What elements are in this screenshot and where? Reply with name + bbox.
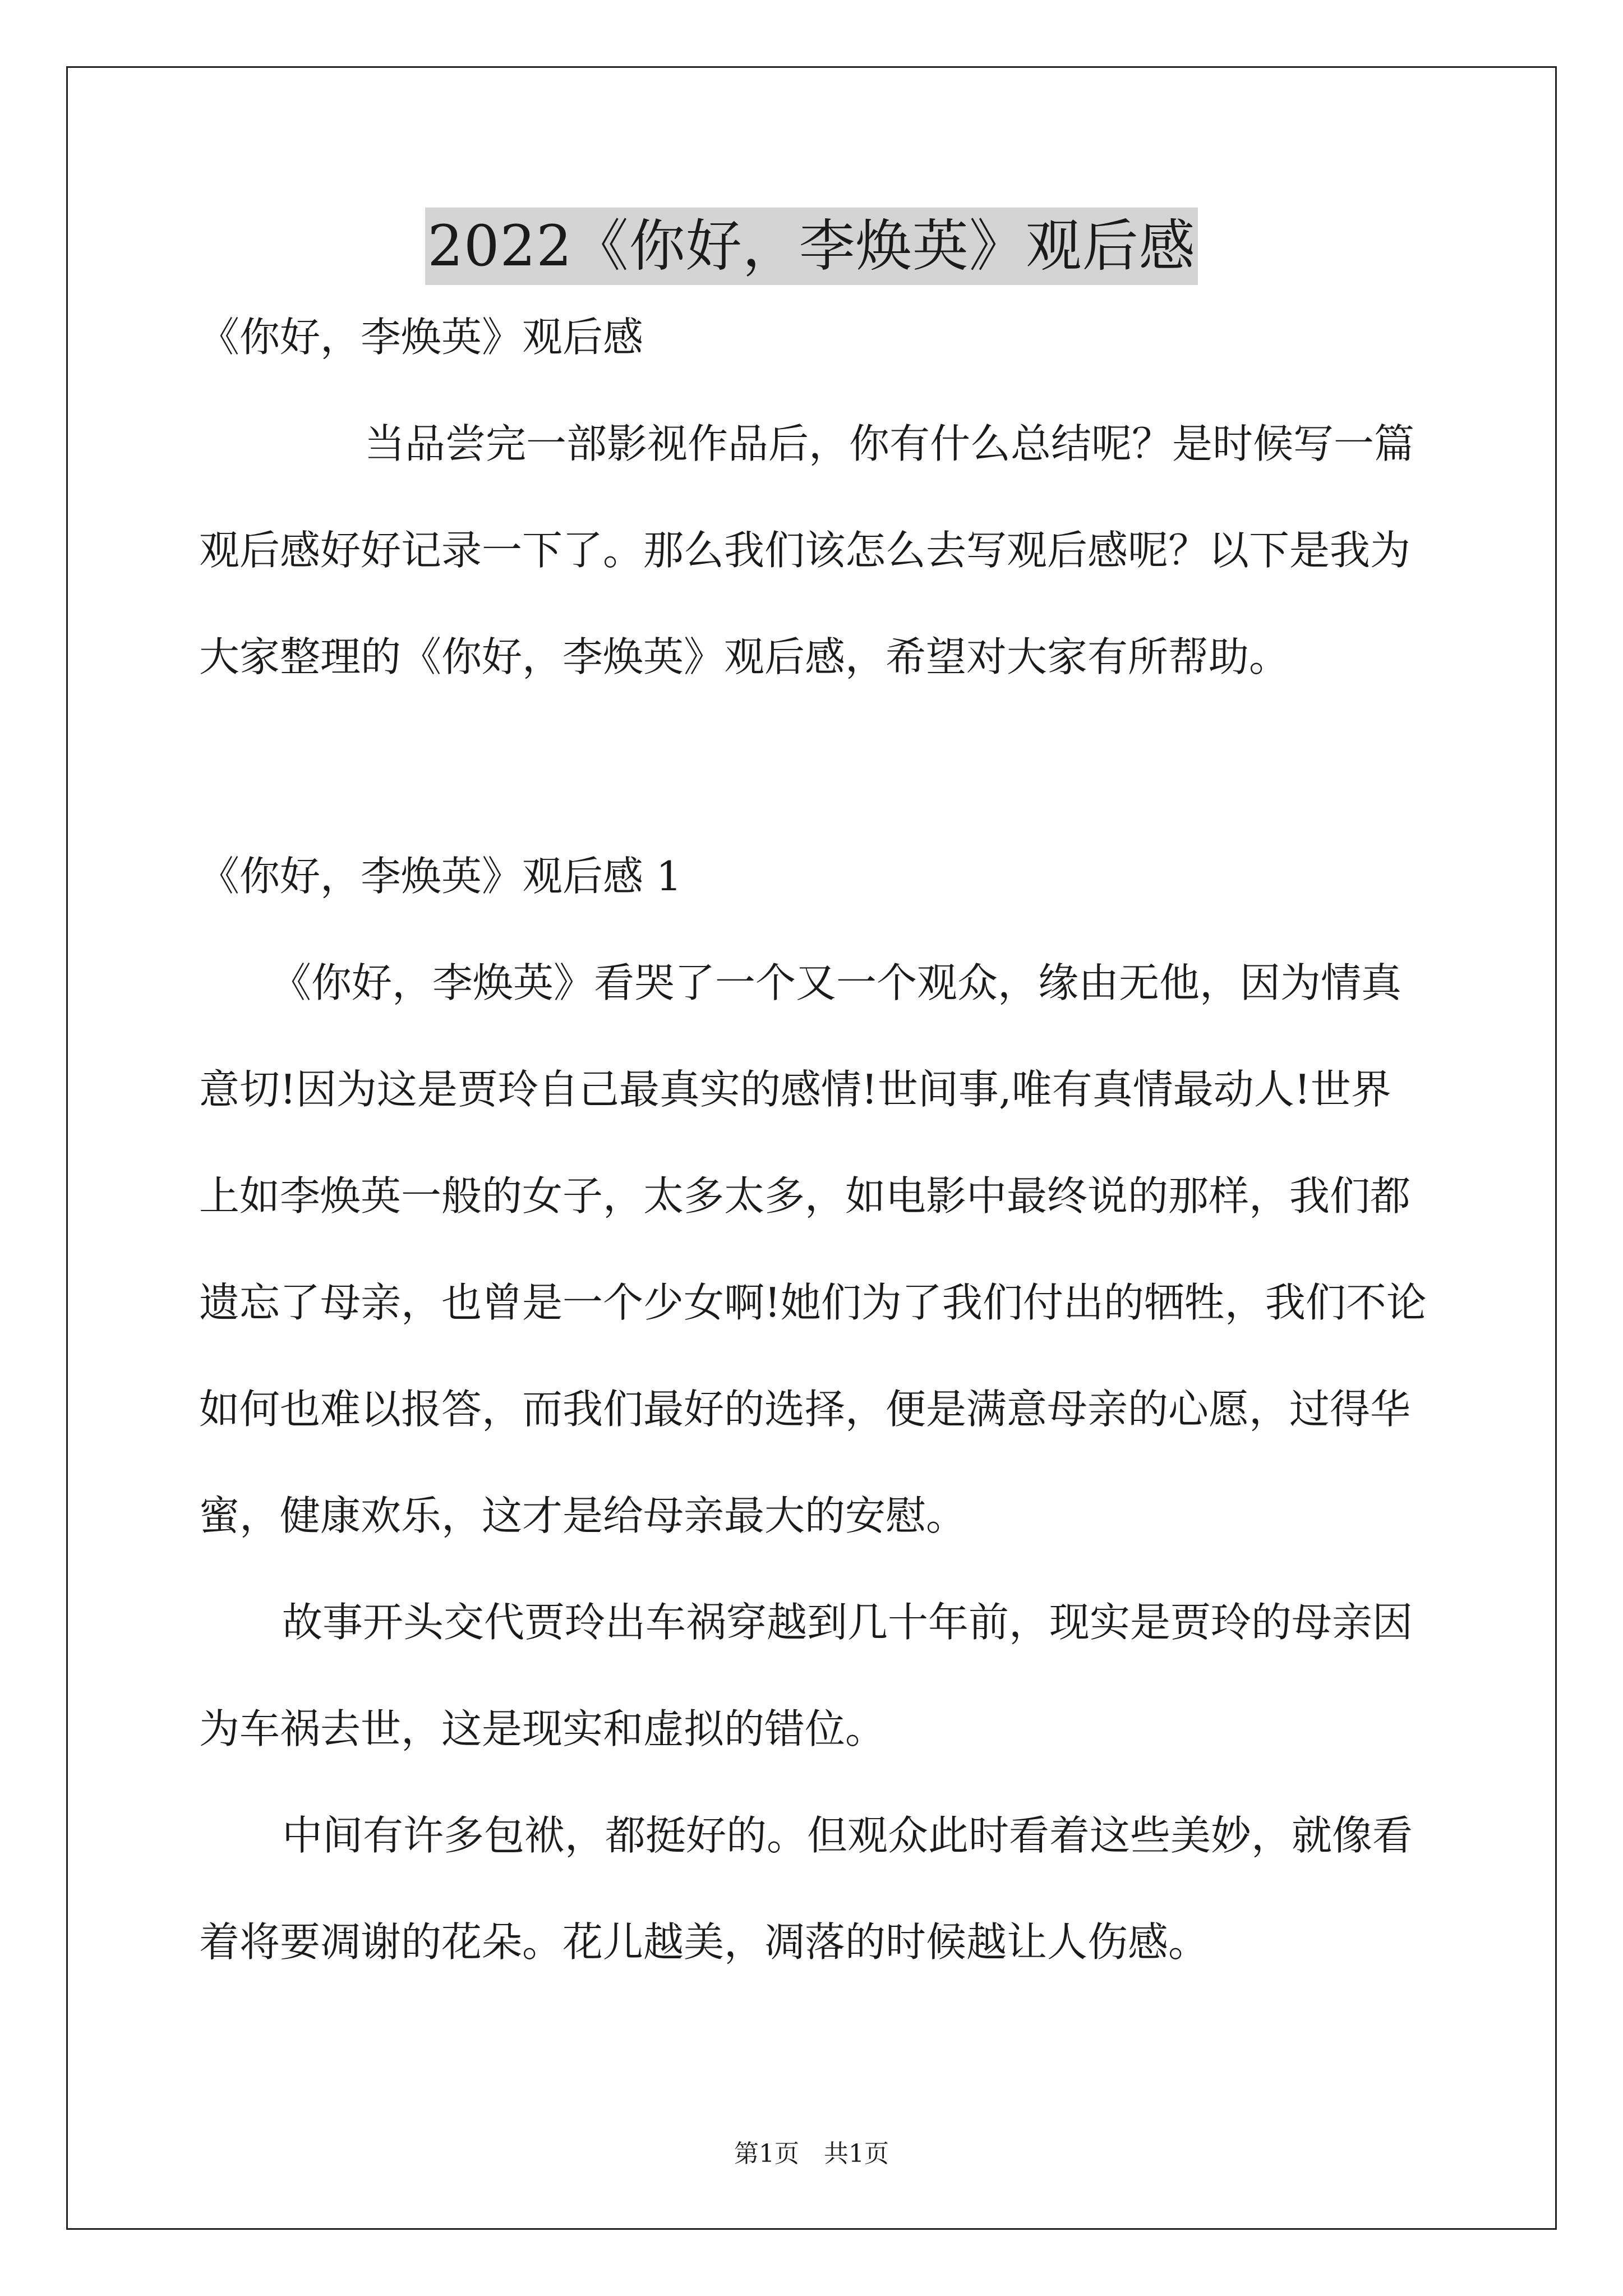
text-line: 蜜，健康欢乐，这才是给母亲最大的安慰。 <box>199 1492 967 1539</box>
text-line: 中间有许多包袱，都挺好的。但观众此时看着这些美妙，就像看 <box>282 1812 1413 1859</box>
text-line: 上如李焕英一般的女子，太多太多，如电影中最终说的那样，我们都 <box>199 1172 1411 1220</box>
text-line: 《你好，李焕英》看哭了一个又一个观众，缘由无他，因为情真 <box>271 959 1402 1006</box>
text-line: 《你好，李焕英》观后感 <box>199 314 644 361</box>
title-block <box>0 208 1623 285</box>
text-line: 遗忘了母亲，也曾是一个少女啊!她们为了我们付出的牺牲，我们不论 <box>199 1279 1427 1326</box>
text-line: 观后感好好记录一下了。那么我们该怎么去写观后感呢？以下是我为 <box>199 527 1411 574</box>
document-body <box>199 314 1438 1965</box>
text-line: 故事开头交代贾玲出车祸穿越到几十年前，现实是贾玲的母亲因 <box>282 1599 1413 1646</box>
text-line: 《你好，李焕英》观后感 1 <box>199 853 682 900</box>
text-line: 为车祸去世，这是现实和虚拟的错位。 <box>199 1705 886 1752</box>
text-line: 意切!因为这是贾玲自己最真实的感情!世间事,唯有真情最动人!世界 <box>199 1066 1391 1113</box>
page-footer: 第1页 共1页 <box>734 2139 889 2168</box>
text-line: 着将要凋谢的花朵。花儿越美，凋落的时候越让人伤感。 <box>199 1918 1209 1966</box>
text-line: 如何也难以报答，而我们最好的选择，便是满意母亲的心愿，过得华 <box>199 1386 1411 1433</box>
text-line: 当品尝完一部影视作品后，你有什么总结呢？是时候写一篇 <box>365 420 1415 467</box>
document-title: 2022《你好，李焕英》观后感 <box>425 208 1198 285</box>
text-line: 大家整理的《你好，李焕英》观后感，希望对大家有所帮助。 <box>199 633 1290 680</box>
